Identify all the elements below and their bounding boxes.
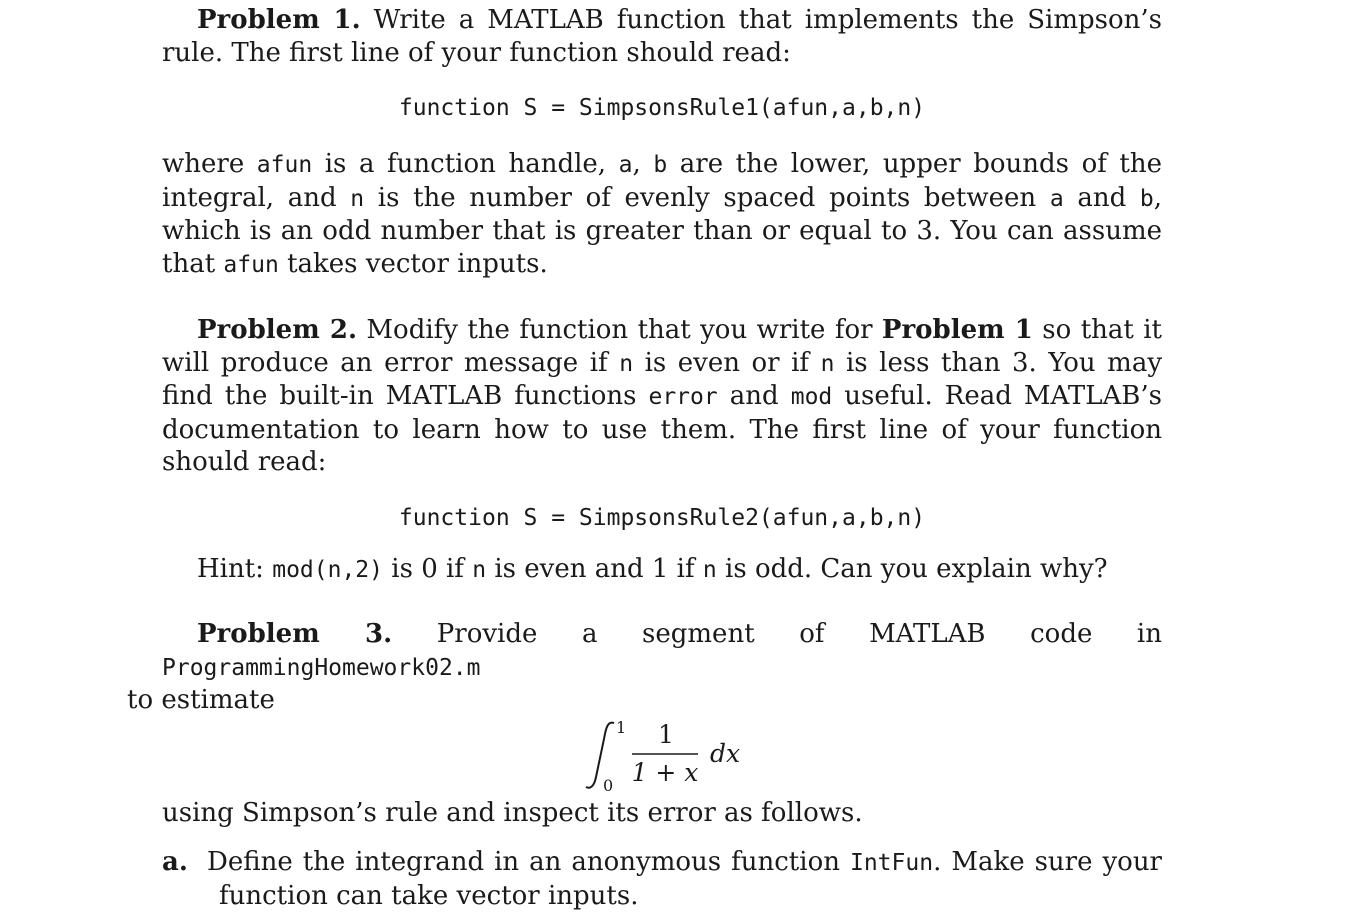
- filename-code: ProgrammingHomework02.m: [162, 654, 481, 681]
- problem-2-heading: Problem 2.: [197, 315, 358, 345]
- hint-text: is even and 1 if: [486, 553, 703, 584]
- problem-1-reference: Problem 1: [881, 315, 1033, 345]
- problem-3-text: Provide a segment of MATLAB code in: [392, 619, 1162, 649]
- a-code: a: [1049, 185, 1064, 212]
- afun-code: afun: [223, 251, 279, 278]
- simpsons-rule1-signature: function S = SimpsonsRule1(afun,a,b,n): [398, 95, 926, 121]
- item-text: . Make sure your function can take vector inputs.: [219, 847, 1162, 911]
- mod-function-code: mod: [790, 384, 833, 410]
- fraction-denominator: 1 + x: [631, 757, 699, 787]
- problem-2-text: and: [717, 381, 791, 411]
- fraction-numerator: 1: [658, 719, 674, 749]
- desc-text: and: [1063, 182, 1140, 213]
- problem-3-heading: Problem 3.: [197, 619, 393, 649]
- intfun-code: IntFun: [849, 850, 934, 876]
- desc-text: , which is an odd number that is greater than or equal to 3. You can assume that: [162, 182, 1162, 279]
- n-code: n: [472, 556, 487, 583]
- problem-3-text: to estimate: [127, 685, 275, 715]
- differential: dx: [710, 738, 741, 768]
- problem-2-text: is less than 3. You may find the built-in MATLAB functions: [162, 347, 1163, 411]
- mod-expression-code: mod(n,2): [272, 556, 383, 583]
- problem-1-text: Write a MATLAB function that implements the Simpson’s rule. The first line of your function should read:: [162, 5, 1162, 68]
- hint-text: Hint:: [197, 553, 273, 584]
- hint-text: is odd. Can you explain why?: [716, 553, 1108, 584]
- afun-code: afun: [256, 152, 313, 178]
- problem-2-text: useful. Read MATLAB’s documentation to learn how to use them. The first line of your function should read:: [162, 381, 1162, 477]
- integral-lower-limit: 0: [603, 775, 614, 793]
- problem-3-continuation: using Simpson’s rule and inspect its error as follows.: [162, 797, 863, 828]
- desc-text: takes vector inputs.: [278, 248, 548, 279]
- desc-text: is the number of evenly spaced points between: [364, 182, 1050, 213]
- item-label: a.: [162, 847, 188, 877]
- problem-1-intro: [162, 4, 1162, 69]
- desc-text: ,: [632, 149, 654, 179]
- problem-1-heading: Problem 1.: [197, 5, 361, 35]
- b-code: b: [653, 152, 668, 178]
- problem-2-intro: [162, 314, 1162, 479]
- error-function-code: error: [648, 384, 718, 410]
- problem-2-hint: [162, 553, 1162, 587]
- desc-text: is a function handle,: [312, 149, 619, 179]
- hint-text: is 0 if: [383, 553, 473, 584]
- integral-equation: [162, 717, 1162, 793]
- problem-1-description: [162, 148, 1162, 281]
- problem-2-text: so that it will produce an error message if: [162, 315, 1162, 378]
- n-code: n: [350, 185, 365, 212]
- b-code: b: [1139, 185, 1154, 212]
- a-code: a: [618, 152, 633, 178]
- n-code: n: [820, 350, 835, 377]
- document-page: [127, 0, 1163, 912]
- desc-text: where: [162, 149, 257, 179]
- problem-2-text: is even or if: [633, 347, 821, 378]
- problem-2-text: Modify the function that you write for: [357, 315, 882, 345]
- item-text: Define the integrand in an anonymous function: [197, 847, 850, 877]
- n-code: n: [702, 556, 717, 583]
- simpsons-rule2-signature: function S = SimpsonsRule2(afun,a,b,n): [398, 504, 926, 531]
- n-code: n: [619, 350, 634, 377]
- integral-formula: [580, 717, 760, 793]
- desc-text: are the lower, upper bounds of the integral, and: [162, 149, 1163, 213]
- problem-3-item-a: [162, 846, 1162, 912]
- problem-3-intro: [127, 618, 1162, 717]
- integral-upper-limit: 1: [616, 717, 627, 737]
